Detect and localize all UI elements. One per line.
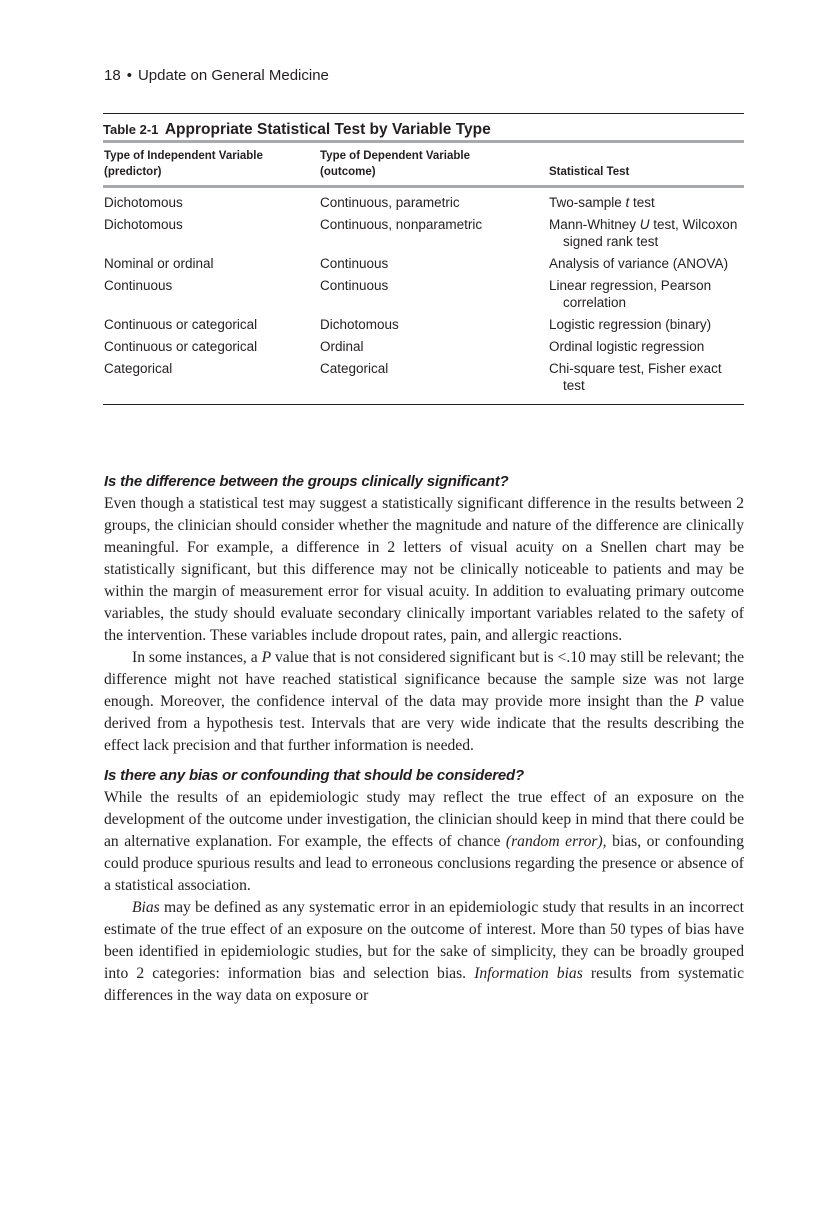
table-row — [103, 276, 744, 315]
header-dependent: Type of Dependent Variable (outcome) — [320, 150, 470, 178]
cell-independent: Continuous or categorical — [104, 339, 258, 354]
table-row — [103, 215, 744, 254]
table-caption — [103, 119, 744, 140]
cell-independent: Nominal or ordinal — [104, 256, 214, 271]
cell-independent: Categorical — [104, 361, 173, 376]
table-top-rule — [103, 113, 744, 114]
table-row — [103, 254, 744, 276]
cell-dependent: Categorical — [320, 361, 389, 376]
cell-dependent: Continuous, nonparametric — [320, 217, 483, 232]
cell-test: Chi-square test, Fisher exact test — [549, 361, 722, 393]
cell-test: Linear regression, Pearson correlation — [549, 278, 712, 310]
paragraph: In some instances, a P value that is not considered significant but is <.10 may still be relevant; the difference might not have reached statistical significance because the sample size was not large enough. Moreover, the confidence interval of the data may provide more insight than the P value derived from a hypothesis test. Intervals that are very wide indicate that the results describing the effect lack precision and that further information is needed. — [104, 649, 744, 754]
table-row — [103, 359, 744, 398]
statistical-test-table — [103, 113, 744, 405]
table-number: Table 2-1 — [103, 122, 159, 137]
cell-test: Mann-Whitney U test, Wilcoxon signed rank test — [549, 217, 738, 249]
table-title: Appropriate Statistical Test by Variable Type — [164, 121, 491, 138]
page-number: 18 — [104, 67, 121, 84]
body-text — [104, 471, 744, 1007]
cell-dependent: Ordinal — [320, 339, 364, 354]
cell-test: Ordinal logistic regression — [549, 339, 705, 354]
running-head-title: Update on General Medicine — [137, 67, 329, 84]
table-header-row — [103, 143, 744, 187]
header-statistical-test: Statistical Test — [549, 166, 630, 178]
cell-test: Analysis of variance (ANOVA) — [549, 256, 729, 271]
cell-dependent: Dichotomous — [320, 317, 399, 332]
paragraph: Bias may be defined as any systematic error in an epidemiologic study that results in an incorrect estimate of the true effect of an exposure on the outcome of interest. More than 50 types of bias have been identified in epidemiologic studies, but for the sake of simplicity, they can be broadly grouped into 2 categories: information bias and selection bias. Information bias results from systematic differences in the way data on exposure or — [104, 899, 744, 1004]
table-row — [103, 337, 744, 359]
paragraph: Even though a statistical test may suggest a statistically significant difference in the results between 2 groups, the clinician should consider whether the magnitude and nature of the difference are clinically meaningful. For example, a difference in 2 letters of visual acuity on a Snellen chart may be statistically significant, but this difference may not be clinically noticeable to patients and may be within the margin of measurement error for visual acuity. In addition to evaluating primary outcome variables, the study should evaluate secondary clinically important variables related to the safety of the intervention. These variables include dropout rates, pain, and allergic reactions. — [104, 495, 744, 644]
bullet-separator: • — [126, 67, 132, 84]
section-heading-bias-confounding: Is there any bias or confounding that should be considered? — [104, 767, 524, 784]
running-head — [104, 67, 329, 84]
cell-independent: Dichotomous — [104, 217, 183, 232]
cell-dependent: Continuous, parametric — [320, 195, 460, 210]
cell-test: Logistic regression (binary) — [549, 317, 712, 332]
cell-independent: Continuous — [104, 278, 173, 293]
table-bottom-rule — [103, 404, 744, 405]
paragraph: While the results of an epidemiologic study may reflect the true effect of an exposure on the development of the outcome under investigation, the clinician should keep in mind that there could be an alternative explanation. For example, the effects of chance (random error), bias, or confounding could produce spurious results and lead to erroneous conclusions regarding the presence or absence of a statistical association. — [104, 789, 745, 894]
table-row — [103, 315, 744, 337]
table-row — [103, 187, 744, 216]
cell-independent: Dichotomous — [104, 195, 183, 210]
cell-test: Two-sample t test — [549, 195, 655, 210]
table-grid — [103, 143, 744, 398]
header-independent: Type of Independent Variable (predictor) — [104, 150, 263, 178]
cell-dependent: Continuous — [320, 256, 389, 271]
section-heading-clinical-significance: Is the difference between the groups clinically significant? — [104, 473, 509, 490]
cell-independent: Continuous or categorical — [104, 317, 258, 332]
cell-dependent: Continuous — [320, 278, 389, 293]
